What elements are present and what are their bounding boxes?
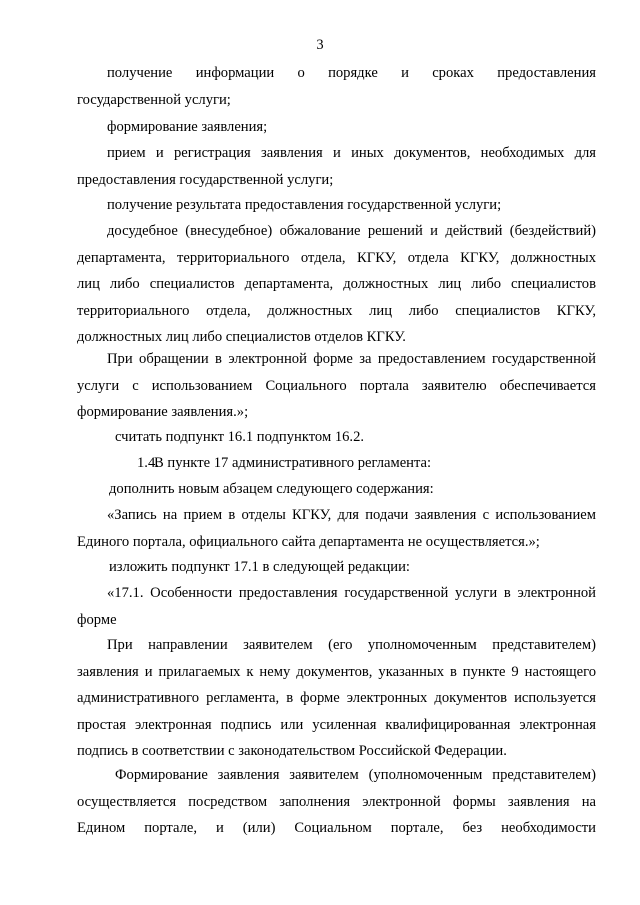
paragraph-line: осуществляется посредством заполнения электронной формы заявления на bbox=[77, 793, 596, 810]
paragraph-13 bbox=[77, 632, 596, 765]
paragraph-line: департамента, территориального отдела, КГКУ, отдела КГКУ, должностных bbox=[77, 249, 596, 266]
paragraph-line: получение информации о порядке и сроках предоставления bbox=[107, 65, 596, 81]
paragraph-1 bbox=[77, 60, 596, 113]
paragraph-line: «17.1. Особенности предоставления государственной услуги в электронной bbox=[107, 585, 596, 601]
paragraph-10 bbox=[77, 502, 596, 555]
paragraph-line: формирование заявления; bbox=[107, 119, 268, 135]
paragraph-line: получение результата предоставления государственной услуги; bbox=[107, 197, 502, 213]
paragraph-line: подпись в соответствии с законодательством Российской Федерации. bbox=[77, 743, 507, 759]
paragraph-11 bbox=[77, 554, 596, 581]
paragraph-line: считать подпункт 16.1 подпунктом 16.2. bbox=[115, 429, 365, 445]
item-text: В пункте 17 административного регламента: bbox=[154, 455, 432, 471]
paragraph-line: Единого портала, официального сайта департамента не осуществляется.»; bbox=[77, 533, 540, 550]
paragraph-line: «Запись на прием в отделы КГКУ, для подачи заявления с использованием bbox=[107, 507, 596, 523]
paragraph-4 bbox=[77, 192, 596, 219]
paragraph-line: услуги с использованием Социального портала заявителю обеспечивается bbox=[77, 377, 596, 394]
paragraph-line: форме bbox=[77, 611, 117, 628]
paragraph-line: изложить подпункт 17.1 в следующей редакции: bbox=[109, 559, 410, 575]
paragraph-line: административного регламента, в форме электронных документов используется bbox=[77, 690, 596, 706]
paragraph-5 bbox=[77, 218, 596, 351]
paragraph-9 bbox=[77, 476, 596, 503]
paragraph-2 bbox=[77, 114, 596, 141]
paragraph-line: территориального отдела, должностных лиц либо специалистов КГКУ, bbox=[77, 302, 596, 319]
page-number: 3 bbox=[316, 37, 324, 53]
paragraph-14 bbox=[77, 762, 596, 842]
paragraph-8 bbox=[77, 450, 596, 477]
paragraph-line: государственной услуги; bbox=[77, 91, 231, 108]
paragraph-line: лиц либо специалистов департамента, должностных лиц либо специалистов bbox=[77, 276, 596, 292]
paragraph-line: При направлении заявителем (его уполномоченным представителем) bbox=[107, 637, 596, 653]
paragraph-line: заявления и прилагаемых к нему документов, указанных в пункте 9 настоящего bbox=[77, 663, 596, 680]
paragraph-line bbox=[77, 450, 596, 477]
paragraph-7 bbox=[77, 424, 596, 451]
paragraph-line: дополнить новым абзацем следующего содержания: bbox=[109, 481, 434, 497]
paragraph-line: досудебное (внесудебное) обжалование решений и действий (бездействий) bbox=[107, 223, 596, 239]
paragraph-12 bbox=[77, 580, 596, 633]
paragraph-6 bbox=[77, 346, 596, 426]
paragraph-line: предоставления государственной услуги; bbox=[77, 171, 334, 188]
paragraph-line: Формирование заявления заявителем (уполномоченным представителем) bbox=[115, 767, 596, 783]
paragraph-line: прием и регистрация заявления и иных документов, необходимых для bbox=[107, 145, 596, 161]
paragraph-line: простая электронная подпись или усиленная квалифицированная электронная bbox=[77, 716, 596, 733]
paragraph-line: Едином портале, и (или) Социальном портале, без необходимости bbox=[77, 820, 596, 836]
paragraph-line: формирование заявления.»; bbox=[77, 404, 249, 420]
paragraph-3 bbox=[77, 140, 596, 193]
item-number: 1.4. bbox=[137, 455, 159, 471]
paragraph-line: При обращении в электронной форме за предоставлением государственной bbox=[107, 351, 596, 367]
paragraph-line: должностных лиц либо специалистов отделов КГКУ. bbox=[77, 329, 406, 345]
